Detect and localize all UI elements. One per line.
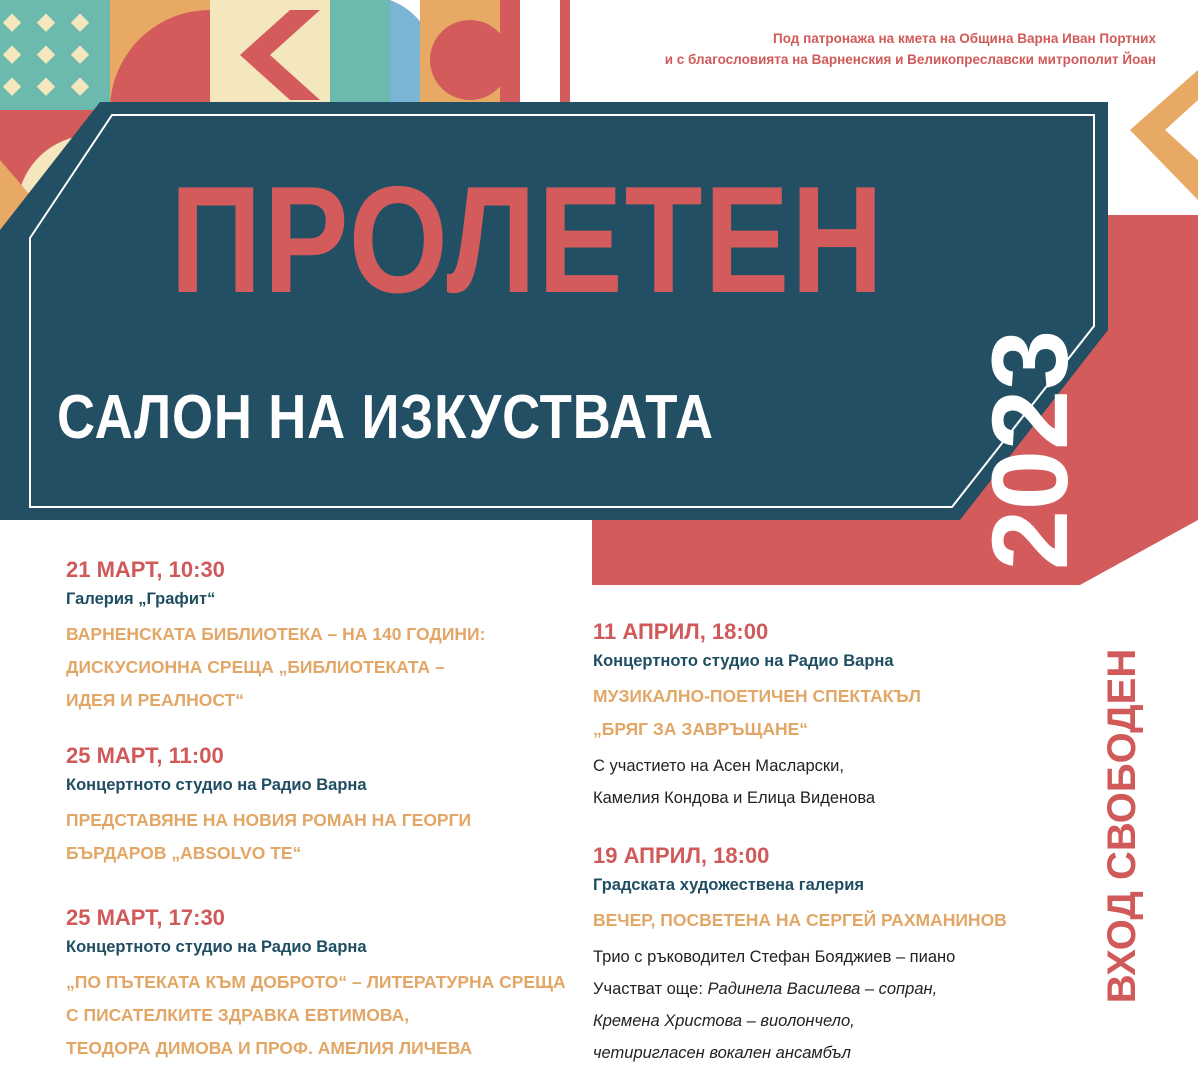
note-italic: четиригласен вокален ансамбъл [593,1044,851,1062]
event-title-line: ВАРНЕНСКАТА БИБЛИОТЕКА – НА 140 ГОДИНИ: [66,624,486,644]
year-label: 2023 [969,329,1090,571]
diamond-pattern [3,14,89,96]
event-title [66,966,566,1065]
event-title-line: ВЕЧЕР, ПОСВЕТЕНА НА СЕРГЕЙ РАХМАНИНОВ [593,910,1007,930]
event-5 [593,842,1007,1069]
event-title-line: ПРЕДСТАВЯНЕ НА НОВИЯ РОМАН НА ГЕОРГИ [66,810,472,830]
event-2 [66,742,471,870]
event-title-line: С ПИСАТЕЛКИТЕ ЗДРАВКА ЕВТИМОВА, [66,1005,410,1025]
event-note-line [593,1005,1007,1037]
event-venue: Галерия „Графит“ [66,590,216,608]
event-note-line [593,1037,1007,1069]
page-title: ПРОЛЕТЕН [170,155,885,325]
page-subtitle: САЛОН НА ИЗКУСТВАТА [57,383,714,452]
event-note-line: С участието на Асен Масларски, [593,757,844,775]
event-3 [66,904,566,1065]
event-title-line: ДИСКУСИОННА СРЕЩА „БИБЛИОТЕКАТА – [66,657,445,677]
event-title-line: „ПО ПЪТЕКАТА КЪМ ДОБРОТО“ – ЛИТЕРАТУРНА СРЕЩА [66,972,566,992]
event-title-line: ИДЕЯ И РЕАЛНОСТ“ [66,690,244,710]
patronage-line-1: Под патронажа на кмета на Община Варна Иван Портних [773,31,1156,46]
free-entry-label: ВХОД СВОБОДЕН [1100,648,1144,1004]
event-note-line: Трио с ръководител Стефан Бояджиев – пиано [593,948,956,966]
event-venue: Концертното студио на Радио Варна [66,776,367,794]
event-title [593,904,1007,937]
note-italic: Кремена Христова – виолончело, [593,1012,855,1030]
event-note-line [593,973,1007,1005]
patronage-text [665,28,1156,70]
event-date: 25 МАРТ, 11:00 [66,743,224,768]
event-note-line: Камелия Кондова и Елица Виденова [593,789,876,807]
event-title-line: ТЕОДОРА ДИМОВА И ПРОФ. АМЕЛИЯ ЛИЧЕВА [66,1038,473,1058]
event-4 [593,618,921,814]
note-prefix: Участват още: [593,980,708,998]
event-note [593,941,1007,1069]
event-1 [66,556,485,717]
event-title [593,680,921,746]
event-title [66,804,471,870]
event-date: 11 АПРИЛ, 18:00 [593,619,769,644]
event-title-line: БЪРДАРОВ „ABSOLVO TE“ [66,843,302,863]
event-title [66,618,485,717]
event-date: 21 МАРТ, 10:30 [66,557,225,582]
event-title-line: „БРЯГ ЗА ЗАВРЪЩАНЕ“ [593,719,809,739]
event-venue: Концертното студио на Радио Варна [66,938,367,956]
patronage-line-2: и с благословията на Варненския и Великопреславски митрополит Йоан [664,52,1156,67]
event-title-line: МУЗИКАЛНО-ПОЕТИЧЕН СПЕКТАКЪЛ [593,686,921,706]
note-italic: Радинела Василева – сопран, [707,980,938,998]
event-date: 25 МАРТ, 17:30 [66,905,225,930]
event-date: 19 АПРИЛ, 18:00 [593,843,770,868]
event-venue: Концертното студио на Радио Варна [593,652,894,670]
event-venue: Градската художествена галерия [593,876,865,894]
event-note [593,750,921,814]
